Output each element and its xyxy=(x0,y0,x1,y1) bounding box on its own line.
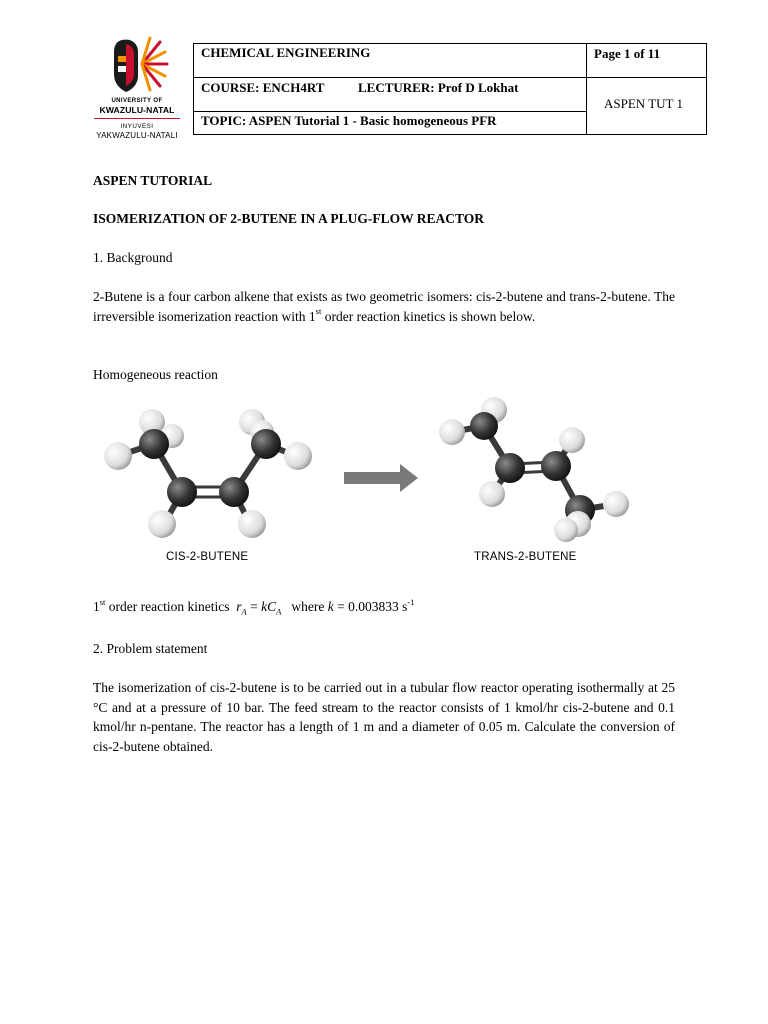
rate-subscript: A xyxy=(241,606,247,617)
header-course-cell xyxy=(194,78,587,112)
ukzn-logo xyxy=(84,34,190,142)
rate-expression: kC xyxy=(261,599,277,614)
section-background-heading: 1. Background xyxy=(93,250,173,265)
concentration-subscript: A xyxy=(276,606,282,617)
doc-title: ASPEN TUTORIAL xyxy=(93,173,213,188)
section-problem-heading: 2. Problem statement xyxy=(93,641,208,656)
kinetics-line xyxy=(93,597,675,617)
header-page-number: Page 1 of 11 xyxy=(587,44,706,78)
logo-text-university-of: UNIVERSITY OF xyxy=(111,98,163,104)
logo-text-inyuvesi: INYUVESI xyxy=(120,123,154,130)
background-text-1: 2-Butene is a four carbon alkene that exists as two geometric isomers: cis-2-butene and trans-2-butene. The irreversible isomerization reaction with 1 xyxy=(93,289,675,324)
rate-constant-symbol: k xyxy=(327,599,334,614)
kinetics-order: 1 xyxy=(93,599,100,614)
background-paragraph xyxy=(93,287,675,326)
trans-2-butene-label: TRANS-2-BUTENE xyxy=(474,551,577,563)
logo-text-yakwazulu-natali: YAKWAZULU-NATALI xyxy=(96,131,178,140)
kinetics-order-superscript: st xyxy=(99,596,106,607)
header-department: CHEMICAL ENGINEERING xyxy=(194,44,587,78)
doc-subtitle: ISOMERIZATION OF 2-BUTENE IN A PLUG-FLOW REACTOR xyxy=(93,211,485,226)
header-table xyxy=(193,43,707,135)
cis-2-butene-molecule-icon xyxy=(96,400,320,546)
trans-2-butene-molecule-icon xyxy=(432,392,636,550)
ukzn-crest-icon xyxy=(104,34,170,94)
header-reference: ASPEN TUT 1 xyxy=(604,96,683,111)
homogeneous-heading: Homogeneous reaction xyxy=(93,367,218,382)
cis-2-butene-label: CIS-2-BUTENE xyxy=(166,551,249,563)
reaction-arrow-icon xyxy=(344,464,420,492)
rate-symbol: r xyxy=(236,599,242,614)
background-text-2: order reaction kinetics is shown below. xyxy=(321,308,536,324)
header-topic: TOPIC: ASPEN Tutorial 1 - Basic homogeneous PFR xyxy=(194,112,587,134)
rate-constant-value: = 0.003833 s xyxy=(333,599,408,614)
background-superscript: st xyxy=(315,306,322,316)
logo-text-kwazulu-natal: KWAZULU-NATAL xyxy=(99,105,175,115)
logo-divider xyxy=(94,118,180,119)
problem-paragraph: The isomerization of cis-2-butene is to be carried out in a tubular flow reactor operating isothermally at 25 °C and at a pressure of 10 bar. The feed stream to the reactor consists of 1 kmol/hr cis-2-butene and 0.1 kmol/hr n-pentane. The reactor has a length of 1 m and a diameter of 0.05 m. Calculate the conversion of cis-2-butene obtained. xyxy=(93,680,675,754)
kinetics-where: where xyxy=(291,599,328,614)
kinetics-label: order reaction kinetics xyxy=(105,599,230,614)
equals-sign: = xyxy=(246,599,262,614)
header-lecturer: LECTURER: Prof D Lokhat xyxy=(358,80,519,95)
header-course: COURSE: ENCH4RT xyxy=(201,80,325,95)
rate-constant-unit-superscript: -1 xyxy=(407,596,415,607)
